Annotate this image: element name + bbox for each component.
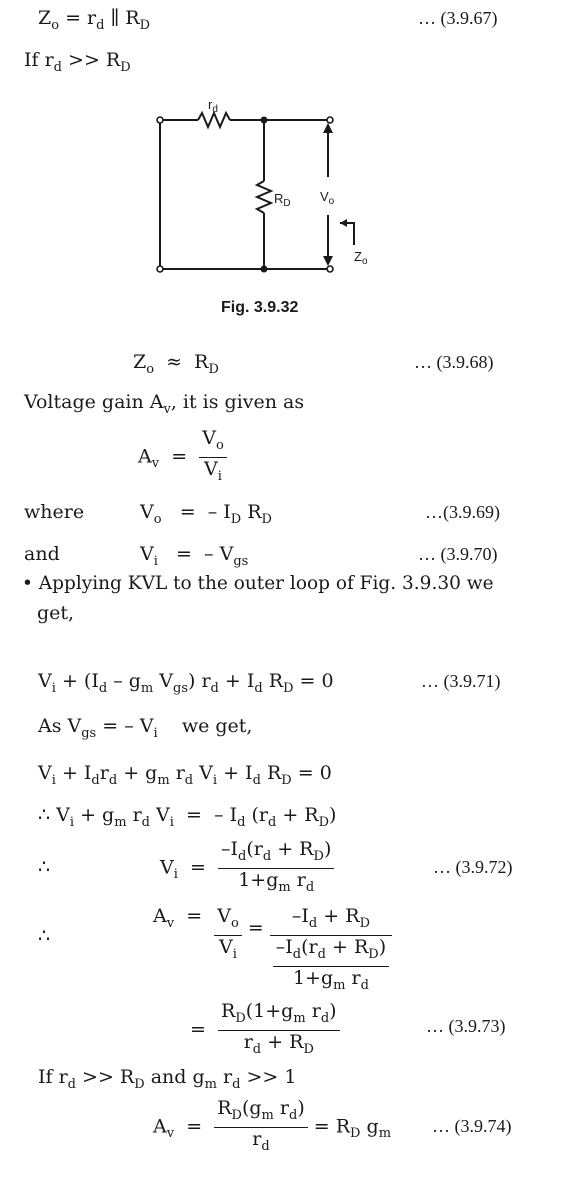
equation-vo: $V_o$ = – $I_D$ $R_D$: [140, 501, 272, 527]
equation-zo: $Z_o = r_d$ ∥ $R_D$: [38, 7, 151, 33]
as-vgs-text: As $V_{gs}$ = – $V_i$ we get,: [38, 715, 253, 741]
equation-av-compound: $A_v$ = $\frac{V_o}{V_i}$ = $\frac{-I_d + R_D}{\frac{-I_d(r_d + R_D)}{1+g_m r_d}}$: [153, 905, 392, 996]
equation-expanded: $V_i + I_dr_d + g_m$ $r_d$ $V_i + I_d$ $R_D = 0$: [38, 762, 332, 788]
where-word: where: [24, 501, 85, 523]
equation-therefore-1: ∴ $V_i + g_m$ $r_d$ $V_i$ = – $I_d$ $(r_d + R_D)$: [38, 804, 337, 830]
equation-number: … (3.9.72): [433, 857, 513, 877]
rd-label: $r_d$: [208, 97, 218, 115]
equation-zo-approx: $Z_o \approx R_D$: [133, 351, 219, 377]
condition-text: If $r_d >> R_D$: [24, 49, 131, 75]
equation-number: … (3.9.68): [414, 352, 494, 372]
equation-number: … (3.9.71): [421, 671, 501, 691]
equation-vi: $V_i$ = $\frac{-I_d(r_d + R_D)}{1+g_m r_d}$: [160, 838, 334, 899]
equation-vi-vgs: $V_i$ = – $V_{gs}$: [140, 543, 249, 569]
equation-number: …(3.9.69): [425, 502, 500, 522]
figure-caption: Fig. 3.9.32: [221, 299, 299, 316]
voltage-gain-text: Voltage gain $A_v$, it is given as: [24, 391, 305, 417]
circuit-diagram: [150, 95, 380, 280]
approximation-condition: If $r_d >> R_D$ and $g_m$ $r_d >> 1$: [38, 1066, 297, 1092]
equation-number: … (3.9.73): [426, 1016, 506, 1036]
vo-label: $V_o$: [320, 189, 335, 207]
equation-av: $A_v$ = $\frac{V_o}{V_i}$: [138, 427, 227, 488]
equation-number: … (3.9.70): [418, 544, 498, 564]
zo-label: $Z_o$: [354, 249, 368, 267]
rD-label: $R_D$: [274, 191, 291, 209]
equation-number: … (3.9.67): [418, 8, 498, 28]
equation-number: … (3.9.74): [432, 1116, 512, 1136]
equation-av-result: = $\frac{R_D(1+g_m r_d)}{r_d + R_D}$: [190, 1000, 340, 1061]
equation-kvl: $V_i + (I_d - g_m$ $V_{gs}$) $r_d + I_d$ $R_D = 0$: [38, 670, 334, 696]
therefore-symbol: ∴: [38, 925, 51, 947]
therefore-symbol: ∴: [38, 856, 51, 878]
and-word: and: [24, 543, 60, 565]
bullet-line-2: get,: [37, 602, 75, 624]
bullet-line-1: • Applying KVL to the outer loop of Fig. 3.9.30 we: [22, 573, 494, 594]
equation-av-final: $A_v$ = $\frac{R_D(g_m r_d)}{r_d}$ = $R_D$ $g_m$: [153, 1097, 392, 1154]
